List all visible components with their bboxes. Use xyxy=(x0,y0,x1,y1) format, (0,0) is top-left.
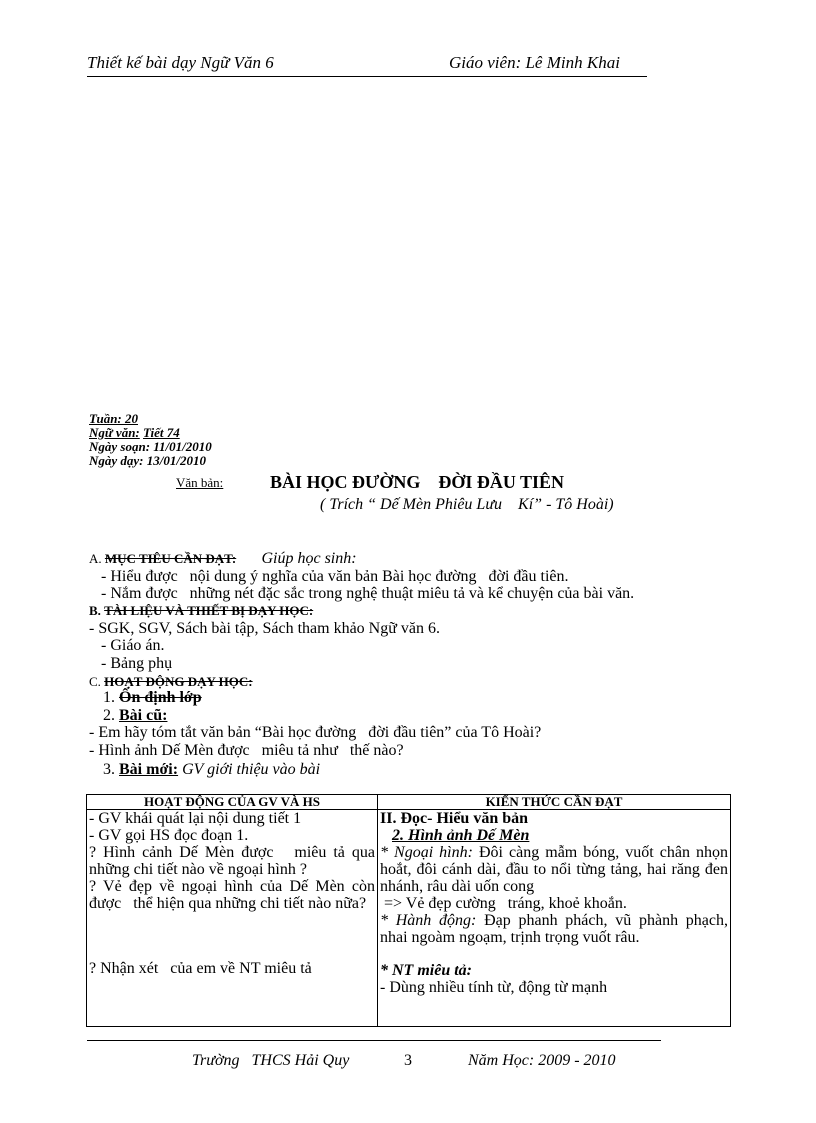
step3-label: Bài mới: xyxy=(119,761,179,778)
section-b-label: TÀI LIỆU VÀ THIẾT BỊ DẠY HỌC: xyxy=(104,603,314,618)
section-a-prefix: A. xyxy=(89,551,102,566)
header-left: Thiết kế bài dạy Ngữ Văn 6 xyxy=(87,53,274,72)
section-a-item: - Nắm được những nét đặc sắc trong nghệ thuật miêu tả và kể chuyện của bài văn. xyxy=(101,585,635,602)
section-c-step1 xyxy=(103,689,202,706)
col-header-activities: HOẠT ĐỘNG CỦA GV VÀ HS xyxy=(87,795,378,810)
knowledge-ve-dep: => Vẻ đẹp cường tráng, khoẻ khoắn. xyxy=(384,895,627,912)
section-a-label: MỤC TIÊU CẦN ĐẠT: xyxy=(104,551,237,566)
section-c-step3 xyxy=(103,761,320,778)
ngoai-hinh-label: * Ngoại hình: xyxy=(380,844,473,861)
section-c-prefix: C. xyxy=(89,674,101,689)
document-title: BÀI HỌC ĐƯỜNG ĐỜI ĐẦU TIÊN xyxy=(270,472,565,492)
knowledge-sub-label: 2. Hình ảnh Dế Mèn xyxy=(392,827,530,844)
section-b-item: - Giáo án. xyxy=(101,637,165,654)
activity-line: - GV khái quát lại nội dung tiết 1 xyxy=(89,810,302,827)
footer-school: Trường THCS Hải Quy xyxy=(192,1052,350,1069)
footer-year: Năm Học: 2009 - 2010 xyxy=(468,1052,616,1069)
footer-rule xyxy=(87,1040,661,1041)
footer-page-number: 3 xyxy=(404,1052,412,1069)
activity-question: ? Vẻ đẹp về ngoại hình của Dế Mèn còn được thể hiện qua những chi tiết nào nữa? xyxy=(89,878,379,912)
activity-question: ? Nhận xét của em về NT miêu tả xyxy=(89,960,312,977)
section-a-item: - Hiểu được nội dung ý nghĩa của văn bản Bài học đường đời đầu tiên. xyxy=(101,568,569,585)
page-header xyxy=(87,50,647,77)
lesson-table xyxy=(86,794,731,1027)
activities-cell xyxy=(87,810,378,1027)
section-c-heading xyxy=(89,674,253,690)
old-lesson-question: - Em hãy tóm tắt văn bản “Bài học đường đời đầu tiên” của Tô Hoài? xyxy=(89,724,542,741)
old-lesson-question: - Hình ảnh Dế Mèn được miêu tả như thế nào? xyxy=(89,742,404,759)
activity-question: ? Hình cảnh Dế Mèn được miêu tả qua những chi tiết nào về ngoại hình ? xyxy=(89,844,379,878)
meta-tuan: Tuần: 20 xyxy=(89,411,138,426)
document-subtitle: ( Trích “ Dế Mèn Phiêu Lưu Kí” - Tô Hoài) xyxy=(320,496,614,513)
section-b-item: - Bảng phụ xyxy=(101,655,173,672)
section-c-step2 xyxy=(103,707,167,724)
knowledge-nt-item: - Dùng nhiều tính từ, động từ mạnh xyxy=(380,979,608,996)
step2-label: Bài cũ: xyxy=(119,707,168,724)
meta-ngay-soan: Ngày soạn: 11/01/2010 xyxy=(89,439,212,454)
header-right: Giáo viên: Lê Minh Khai xyxy=(449,53,620,72)
section-a-heading xyxy=(89,550,357,568)
meta-tiet: Tiết 74 xyxy=(143,425,180,440)
step1-num: 1. xyxy=(103,689,115,706)
step3-note: GV giới thiệu vào bài xyxy=(182,761,321,778)
meta-ngay-day: Ngày dạy: 13/01/2010 xyxy=(89,453,206,468)
hanh-dong-label: * Hành động: xyxy=(380,912,477,929)
knowledge-cell xyxy=(378,810,731,1027)
meta-ngu-van-label: Ngữ văn: xyxy=(89,425,140,440)
step3-num: 3. xyxy=(103,761,115,778)
col-header-knowledge: KIẾN THỨC CẦN ĐẠT xyxy=(378,795,731,810)
knowledge-ngoai-hinh xyxy=(380,844,728,895)
activity-line: - GV gọi HS đọc đoạn 1. xyxy=(89,827,249,844)
knowledge-hanh-dong xyxy=(380,912,728,946)
knowledge-nt-label: * NT miêu tả: xyxy=(380,962,472,979)
step2-num: 2. xyxy=(103,707,115,724)
meta-tiet-line xyxy=(89,426,180,440)
hanh-dong-text: Đạp phanh phách, vũ phành phạch, nhai ngoàm ngoạm, trịnh trọng vuốt râu. xyxy=(380,912,728,946)
section-b-heading xyxy=(89,603,313,619)
step1-label: Ổn định lớp xyxy=(119,689,202,706)
meta-van-ban-label: Văn bản: xyxy=(176,475,224,490)
ngoai-hinh-text: Đôi càng mẫm bóng, vuốt chân nhọn hoắt, đôi cánh dài, đầu to nổi từng tảng, hai răng đen nhánh, râu dài uốn cong xyxy=(380,844,729,895)
section-a-intro: Giúp học sinh: xyxy=(261,550,357,567)
section-b-item: - SGK, SGV, Sách bài tập, Sách tham khảo Ngữ văn 6. xyxy=(89,620,440,637)
knowledge-section-label: II. Đọc- Hiểu văn bản xyxy=(380,810,529,827)
section-c-label: HOẠT ĐỘNG DẠY HỌC: xyxy=(104,674,253,689)
section-b-prefix: B. xyxy=(89,603,101,618)
